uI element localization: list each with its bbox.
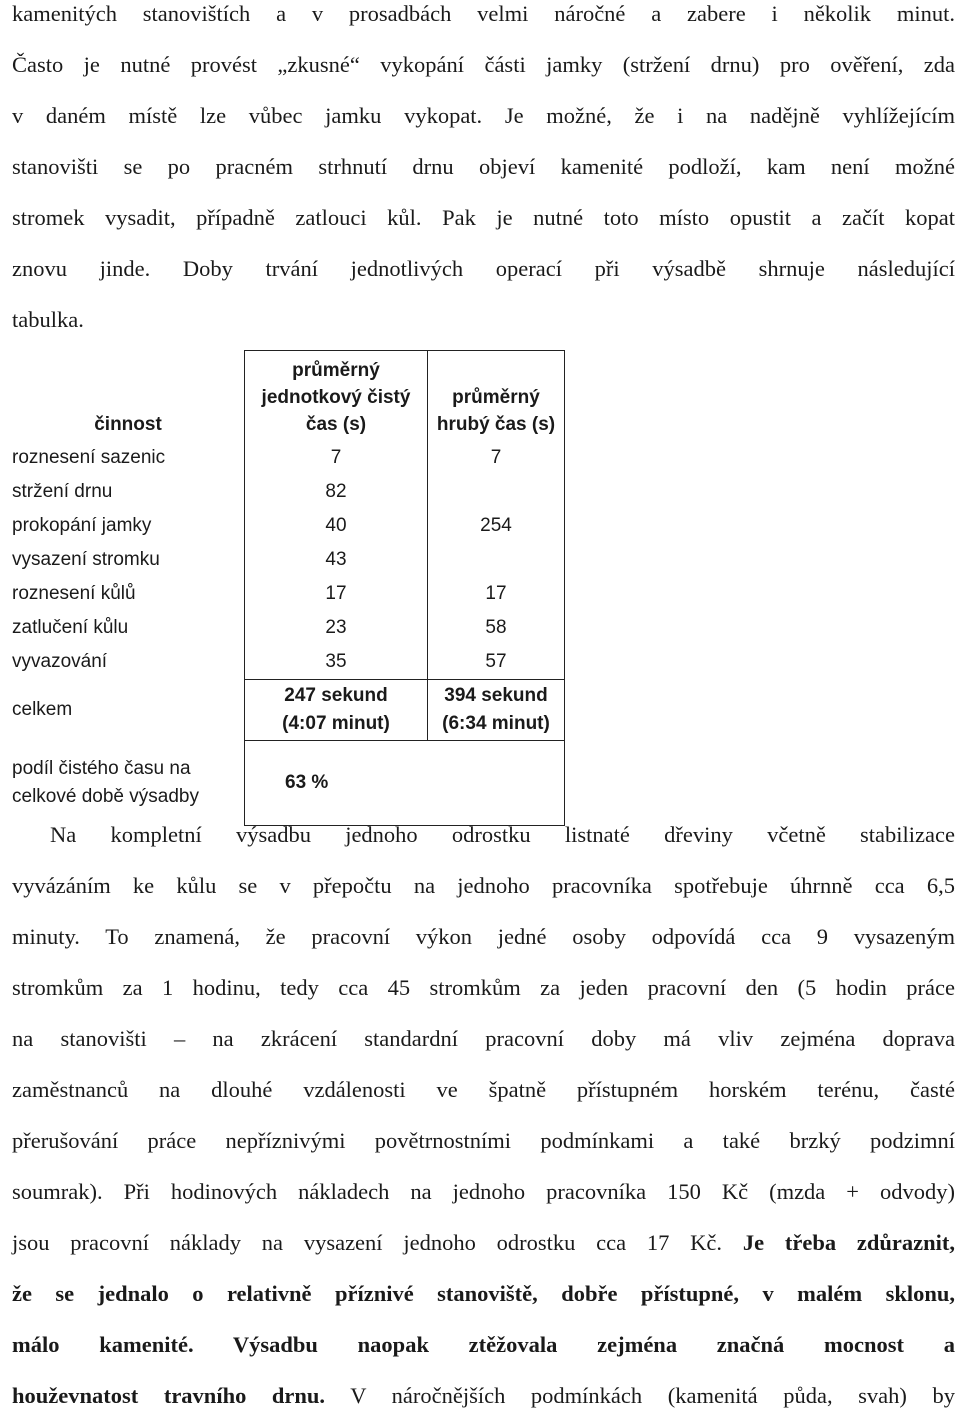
row-gross: 57	[428, 645, 565, 680]
table-row	[10, 611, 565, 645]
text-line: stanovišti se po pracném strhnutí drnu objeví kamenité podloží, kam není možné	[12, 154, 955, 179]
text-line: Na kompletní výsadbu jednoho odrostku listnaté dřeviny včetně stabilizace	[50, 822, 955, 847]
share-value: 63 %	[245, 741, 565, 826]
header-gross-time: průměrný hrubý čas (s)	[428, 351, 565, 442]
total-net-minutes: (4:07 minut)	[282, 713, 390, 734]
text-line	[12, 1370, 955, 1421]
total-net-seconds: 247 sekund	[284, 685, 388, 706]
table-row	[10, 577, 565, 611]
share-label: podíl čistého času na celkové době výsadby	[12, 758, 199, 807]
text-line: přerušování práce nepříznivými povětrnostními podmínkami a také brzký podzimní	[12, 1128, 955, 1153]
text-line: soumrak). Při hodinových nákladech na jednoho pracovníka 150 Kč (mzda + odvody)	[12, 1179, 955, 1204]
total-gross-seconds: 394 sekund	[444, 685, 548, 706]
text-line: minuty. To znamená, že pracovní výkon jedné osoby odpovídá cca 9 vysazeným	[12, 924, 955, 949]
table-row	[10, 475, 565, 509]
header-activity: činnost	[94, 414, 162, 435]
total-row	[10, 680, 565, 741]
text-line: stromek vysadit, případně zatlouci kůl. Pak je nutné toto místo opustit a začít kopat	[12, 205, 955, 230]
header-net-time: průměrný jednotkový čistý čas (s)	[245, 351, 428, 442]
text-normal: V náročnějších podmínkách (kamenitá půda, svah) by	[325, 1383, 955, 1408]
text-line: kamenitých stanovištích a v prosadbách velmi náročné a zabere i několik minut.	[12, 1, 955, 26]
intro-paragraph	[12, 0, 955, 345]
table-row	[10, 441, 565, 475]
text-line: znovu jinde. Doby trvání jednotlivých operací při výsadbě shrnuje následující	[12, 256, 955, 281]
text-line: v daném místě lze vůbec jamku vykopat. Je možné, že i na nadějně vyhlížejícím	[12, 103, 955, 128]
row-net: 40	[245, 509, 428, 543]
total-gross-minutes: (6:34 minut)	[442, 713, 550, 734]
row-net: 23	[245, 611, 428, 645]
row-net: 43	[245, 543, 428, 577]
table-header-row	[10, 351, 565, 442]
total-net	[245, 680, 428, 741]
total-gross	[428, 680, 565, 741]
row-activity: prokopání jamky	[12, 515, 152, 536]
text-emphasis: že se jednalo o relativně příznivé stanoviště, dobře přístupné, v malém sklonu,	[12, 1281, 955, 1306]
row-net: 7	[245, 441, 428, 475]
row-gross: 58	[428, 611, 565, 645]
text-emphasis: houževnatost travního drnu.	[12, 1383, 326, 1408]
text-line: Často je nutné provést „zkusné“ vykopání části jamky (stržení drnu) pro ověření, zda	[12, 52, 955, 77]
row-activity: roznesení kůlů	[12, 583, 136, 604]
table-row	[10, 645, 565, 680]
conclusion-paragraph	[12, 809, 955, 1421]
row-activity: roznesení sazenic	[12, 447, 166, 468]
text-line	[12, 1319, 955, 1370]
text-line: stromkům za 1 hodinu, tedy cca 45 stromkům za jeden pracovní den (5 hodin práce	[12, 975, 955, 1000]
text-emphasis: málo kamenité. Výsadbu naopak ztěžovala zejména značná mocnost a	[12, 1332, 955, 1357]
text-emphasis: Je třeba zdůraznit,	[742, 1230, 955, 1255]
row-activity: stržení drnu	[12, 481, 113, 502]
row-gross: 7	[428, 441, 565, 475]
row-net: 35	[245, 645, 428, 680]
text-normal: jsou pracovní náklady na vysazení jednoho odrostku cca 17 Kč.	[12, 1230, 743, 1255]
row-activity: zatlučení kůlu	[12, 617, 129, 638]
text-line	[12, 1268, 955, 1319]
row-net: 82	[245, 475, 428, 509]
text-line: vyvázáním ke kůlu se v přepočtu na jednoho pracovníka spotřebuje úhrnně cca 6,5	[12, 873, 955, 898]
total-label: celkem	[12, 699, 73, 720]
row-activity: vysazení stromku	[12, 549, 160, 570]
row-activity: vyvazování	[12, 651, 108, 673]
operations-time-table	[10, 350, 565, 826]
text-line: zaměstnanců na dlouhé vzdálenosti ve špatně přístupném horském terénu, časté	[12, 1077, 955, 1102]
text-line	[12, 1217, 955, 1268]
row-gross: 17	[428, 577, 565, 611]
text-line: tabulka.	[12, 307, 84, 332]
merged-gross-cell: 254	[428, 475, 565, 577]
row-net: 17	[245, 577, 428, 611]
text-line: na stanovišti – na zkrácení standardní pracovní doby má vliv zejména doprava	[12, 1026, 955, 1051]
